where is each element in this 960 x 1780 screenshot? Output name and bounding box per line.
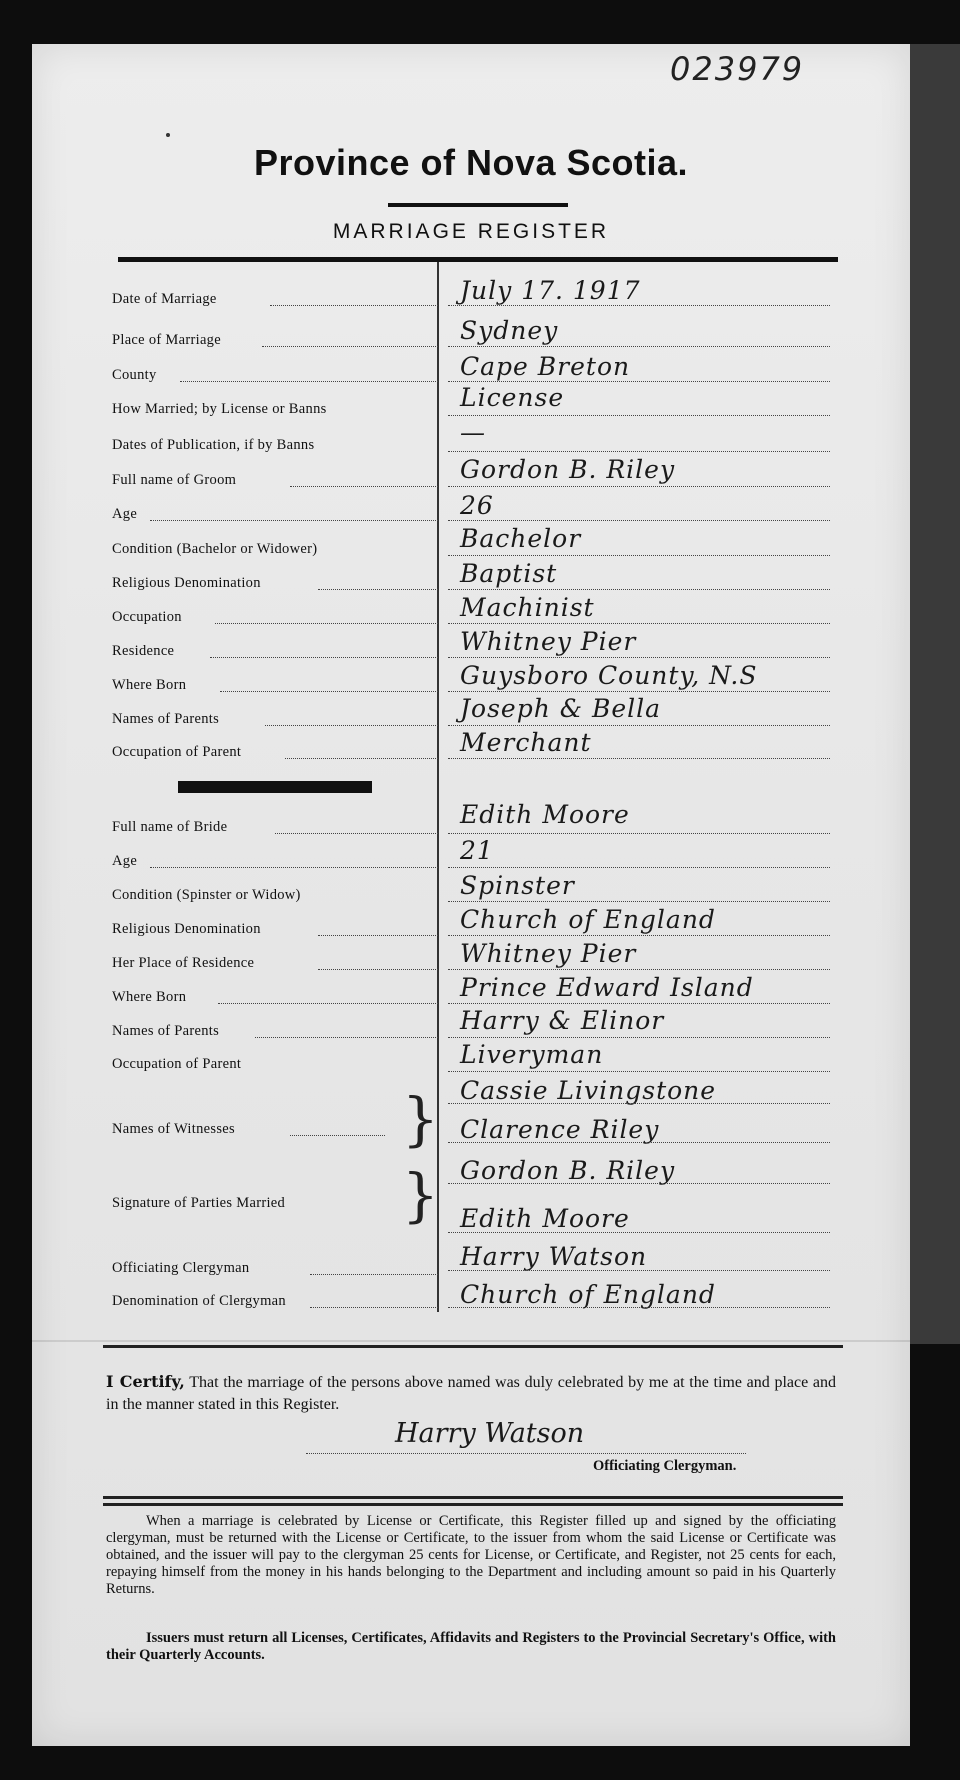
field-value: Machinist: [460, 593, 595, 622]
field-label: How Married; by License or Banns: [112, 401, 327, 417]
leader-dots: [318, 935, 438, 936]
value-line: [448, 969, 830, 970]
header-rule: [118, 257, 838, 262]
instructions-rule-bottom: [103, 1503, 843, 1506]
field-label: Religious Denomination: [112, 575, 261, 591]
leader-dots: [270, 305, 438, 306]
field-value: July 17. 1917: [460, 276, 641, 305]
field-label: Residence: [112, 643, 175, 659]
form-subtitle: MARRIAGE REGISTER: [332, 220, 610, 243]
value-line: [448, 833, 830, 834]
leader-dots: [318, 969, 438, 970]
value-line: [448, 758, 830, 759]
certify-lead: I Certify,: [106, 1372, 185, 1391]
field-value: Baptist: [460, 559, 558, 588]
field-value: Church of England: [460, 1280, 716, 1309]
value-line: [448, 305, 830, 306]
value-line: [448, 589, 830, 590]
value-line: [448, 623, 830, 624]
signature-caption: Officiating Clergyman.: [593, 1458, 737, 1474]
field-label: Names of Parents: [112, 1023, 220, 1039]
title-rule: [388, 203, 568, 207]
leader-dots: [210, 657, 438, 658]
field-value: Whitney Pier: [460, 939, 637, 968]
leader-dots: [255, 1037, 438, 1038]
leader-dots: [275, 833, 438, 834]
field-label: Her Place of Residence: [112, 955, 255, 971]
field-label: Age: [112, 853, 138, 869]
value-line: [448, 1037, 830, 1038]
field-value: Whitney Pier: [460, 627, 637, 656]
leader-dots: [262, 346, 438, 347]
field-value: Clarence Riley: [460, 1115, 660, 1144]
value-line: [448, 1003, 830, 1004]
value-line: [448, 346, 830, 347]
clergyman-signature: Harry Watson: [395, 1418, 585, 1449]
punch-mark: [166, 133, 170, 137]
issuers-note: Issuers must return all Licenses, Certificates, Affidavits and Registers to the Provincial Secretary's Office, with their Quarterly Accounts.: [106, 1630, 836, 1663]
field-value: Edith Moore: [460, 800, 630, 829]
leader-dots: [220, 691, 438, 692]
field-value: —: [460, 418, 486, 447]
field-label: Occupation of Parent: [112, 744, 242, 760]
field-value: 26: [460, 491, 494, 520]
leader-dots: [150, 867, 438, 868]
certification-statement: [106, 1371, 836, 1416]
certify-text: That the marriage of the persons above named was duly celebrated by me at the time and place and in the manner stated in this Register.: [106, 1374, 836, 1413]
fold-line: [32, 1340, 910, 1342]
field-label: Occupation of Parent: [112, 1056, 242, 1072]
value-line: [448, 725, 830, 726]
leader-dots: [215, 623, 438, 624]
field-label: Condition (Spinster or Widow): [112, 887, 301, 903]
leader-dots: [150, 520, 438, 521]
value-line: [448, 1142, 830, 1143]
field-value: Church of England: [460, 905, 716, 934]
field-value: Harry & Elinor: [460, 1006, 665, 1035]
field-label: Names of Witnesses: [112, 1121, 235, 1137]
value-line: [448, 1183, 830, 1184]
field-value: 21: [460, 836, 494, 865]
field-label: Full name of Groom: [112, 472, 237, 488]
field-value: Gordon B. Riley: [460, 455, 676, 484]
leader-dots: [218, 1003, 438, 1004]
field-value: Cape Breton: [460, 352, 631, 381]
brace-witnesses: }: [402, 1085, 439, 1153]
field-label: Denomination of Clergyman: [112, 1293, 286, 1309]
field-value: Joseph & Bella: [460, 694, 662, 723]
leader-dots: [310, 1274, 438, 1275]
leader-dots: [265, 725, 438, 726]
brace-signatures: }: [402, 1161, 439, 1229]
value-line: [448, 520, 830, 521]
value-line: [448, 1232, 830, 1233]
field-value: Edith Moore: [460, 1204, 630, 1233]
field-label: Where Born: [112, 989, 187, 1005]
value-line: [448, 1270, 830, 1271]
value-line: [448, 381, 830, 382]
section-divider-bar: [178, 781, 372, 793]
value-line: [448, 935, 830, 936]
leader-dots: [310, 1307, 438, 1308]
form-bottom-rule: [103, 1345, 843, 1348]
value-line: [448, 691, 830, 692]
serial-number: 023979: [670, 50, 805, 88]
value-line: [448, 867, 830, 868]
leader-dots: [180, 381, 438, 382]
field-label: Where Born: [112, 677, 187, 693]
field-label: Date of Marriage: [112, 291, 217, 307]
leader-dots: [318, 589, 438, 590]
value-line: [448, 451, 830, 452]
instructions-paragraph: When a marriage is celebrated by License or Certificate, this Register filled up and signed by the officiating clergyman, must be returned with the License or Certificate, to the issuer from whom the said License or Certificate was obtained, and the issuer will pay to the clergyman 25 cents for License, or Certificate, and Register, not 25 cents for each, repaying himself from the money in his hands belonging to the Department and including amount so paid in his Quarterly Returns.: [106, 1513, 836, 1597]
field-value: Sydney: [460, 316, 559, 345]
page-title: Province of Nova Scotia.: [253, 142, 689, 183]
field-value: Gordon B. Riley: [460, 1156, 676, 1185]
value-line: [448, 555, 830, 556]
field-value: Prince Edward Island: [460, 973, 754, 1002]
field-label: Officiating Clergyman: [112, 1260, 250, 1276]
leader-dots: [285, 758, 438, 759]
field-value: Merchant: [460, 728, 592, 757]
column-divider: [437, 262, 439, 1312]
value-line: [448, 657, 830, 658]
field-label: Full name of Bride: [112, 819, 228, 835]
value-line: [448, 1103, 830, 1104]
value-line: [448, 1071, 830, 1072]
leader-dots: [290, 486, 438, 487]
field-value: Harry Watson: [460, 1242, 648, 1271]
field-value: Cassie Livingstone: [460, 1076, 717, 1105]
field-label: County: [112, 367, 157, 383]
field-value: Spinster: [460, 871, 575, 900]
field-label: Dates of Publication, if by Banns: [112, 437, 315, 453]
leader-dots: [290, 1135, 385, 1136]
value-line: [448, 486, 830, 487]
field-value: Liveryman: [460, 1040, 604, 1069]
value-line: [448, 415, 830, 416]
field-label: Age: [112, 506, 138, 522]
signature-line: [306, 1453, 746, 1454]
scan-margin: [910, 44, 960, 1344]
value-line: [448, 901, 830, 902]
field-label: Condition (Bachelor or Widower): [112, 541, 318, 557]
instructions-rule-top: [103, 1496, 843, 1499]
field-label: Signature of Parties Married: [112, 1195, 286, 1211]
field-label: Religious Denomination: [112, 921, 261, 937]
field-label: Place of Marriage: [112, 332, 221, 348]
field-value: Guysboro County, N.S: [460, 661, 758, 690]
field-value: License: [460, 383, 565, 412]
field-label: Names of Parents: [112, 711, 220, 727]
value-line: [448, 1307, 830, 1308]
field-value: Bachelor: [460, 524, 582, 553]
field-label: Occupation: [112, 609, 182, 625]
